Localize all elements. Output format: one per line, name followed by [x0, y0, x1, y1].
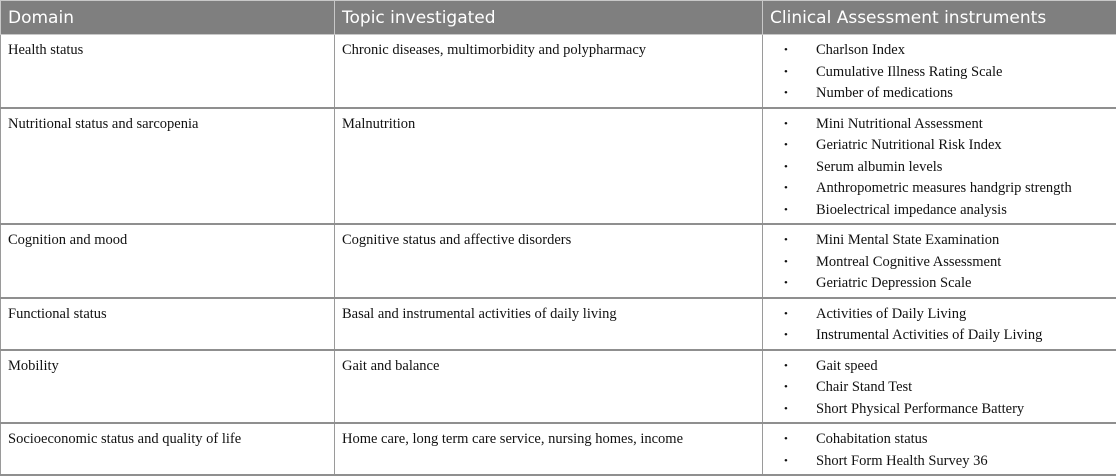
bullet-icon: • — [784, 451, 788, 473]
instrument-list — [770, 230, 1116, 295]
instrument-label: Cumulative Illness Rating Scale — [816, 64, 1002, 80]
table-row — [1, 108, 1116, 225]
instrument-label: Anthropometric measures handgrip strength — [816, 180, 1072, 196]
bullet-icon: • — [784, 325, 788, 347]
table-row — [1, 350, 1116, 424]
bullet-icon: • — [784, 200, 788, 222]
instrument-label: Mini Nutritional Assessment — [816, 116, 983, 132]
instrument-label: Short Physical Performance Battery — [816, 401, 1024, 417]
instrument-label: Charlson Index — [816, 42, 905, 58]
topic-cell: Basal and instrumental activities of daily living — [335, 298, 763, 350]
topic-cell: Malnutrition — [335, 108, 763, 225]
instrument-item — [770, 178, 1116, 200]
bullet-icon: • — [784, 83, 788, 105]
instrument-list — [770, 40, 1116, 105]
topic-cell: Home care, long term care service, nursing homes, income — [335, 423, 763, 475]
instrument-label: Geriatric Nutritional Risk Index — [816, 137, 1002, 153]
instrument-list — [770, 114, 1116, 222]
instrument-label: Mini Mental State Examination — [816, 232, 999, 248]
bullet-icon: • — [784, 135, 788, 157]
topic-cell: Chronic diseases, multimorbidity and polypharmacy — [335, 35, 763, 108]
instrument-label: Geriatric Depression Scale — [816, 275, 971, 291]
bullet-icon: • — [784, 356, 788, 378]
domain-cell: Mobility — [1, 350, 335, 424]
table-row — [1, 35, 1116, 108]
bullet-icon: • — [784, 304, 788, 326]
instrument-item — [770, 304, 1116, 326]
table-body — [1, 35, 1116, 476]
bullet-icon: • — [784, 273, 788, 295]
instrument-item — [770, 356, 1116, 378]
instrument-item — [770, 200, 1116, 222]
topic-cell: Cognitive status and affective disorders — [335, 224, 763, 298]
instruments-cell — [763, 108, 1116, 225]
bullet-icon: • — [784, 40, 788, 62]
domain-cell: Socioeconomic status and quality of life — [1, 423, 335, 475]
instrument-item — [770, 157, 1116, 179]
instrument-label: Number of medications — [816, 85, 953, 101]
instrument-item — [770, 399, 1116, 421]
instrument-item — [770, 40, 1116, 62]
bullet-icon: • — [784, 377, 788, 399]
domain-cell: Functional status — [1, 298, 335, 350]
bullet-icon: • — [784, 429, 788, 451]
header-topic: Topic investigated — [335, 1, 763, 35]
bullet-icon: • — [784, 230, 788, 252]
instrument-label: Gait speed — [816, 358, 878, 374]
instrument-label: Cohabitation status — [816, 431, 928, 447]
instrument-item — [770, 230, 1116, 252]
domain-cell: Nutritional status and sarcopenia — [1, 108, 335, 225]
topic-cell: Gait and balance — [335, 350, 763, 424]
instrument-item — [770, 377, 1116, 399]
bullet-icon: • — [784, 178, 788, 200]
header-domain: Domain — [1, 1, 335, 35]
instrument-item — [770, 62, 1116, 84]
header-instruments: Clinical Assessment instruments — [763, 1, 1116, 35]
domain-cell: Cognition and mood — [1, 224, 335, 298]
instrument-item — [770, 114, 1116, 136]
bullet-icon: • — [784, 252, 788, 274]
instruments-cell — [763, 298, 1116, 350]
bullet-icon: • — [784, 399, 788, 421]
instrument-item — [770, 325, 1116, 347]
bullet-icon: • — [784, 62, 788, 84]
table-row — [1, 224, 1116, 298]
instrument-item — [770, 451, 1116, 473]
instrument-list — [770, 356, 1116, 421]
domain-cell: Health status — [1, 35, 335, 108]
instrument-label: Activities of Daily Living — [816, 306, 966, 322]
header-row — [1, 1, 1116, 35]
instrument-item — [770, 252, 1116, 274]
instrument-label: Montreal Cognitive Assessment — [816, 254, 1001, 270]
table-row — [1, 423, 1116, 475]
instrument-label: Short Form Health Survey 36 — [816, 453, 988, 469]
instrument-label: Bioelectrical impedance analysis — [816, 202, 1007, 218]
instruments-cell — [763, 224, 1116, 298]
instrument-list — [770, 304, 1116, 347]
instrument-label: Serum albumin levels — [816, 159, 942, 175]
instrument-item — [770, 429, 1116, 451]
instrument-label: Chair Stand Test — [816, 379, 912, 395]
instrument-list — [770, 429, 1116, 472]
instruments-cell — [763, 350, 1116, 424]
instrument-item — [770, 273, 1116, 295]
instrument-item — [770, 83, 1116, 105]
bullet-icon: • — [784, 114, 788, 136]
instrument-item — [770, 135, 1116, 157]
instruments-cell — [763, 423, 1116, 475]
bullet-icon: • — [784, 157, 788, 179]
table-row — [1, 298, 1116, 350]
instrument-label: Instrumental Activities of Daily Living — [816, 327, 1042, 343]
instruments-cell — [763, 35, 1116, 108]
